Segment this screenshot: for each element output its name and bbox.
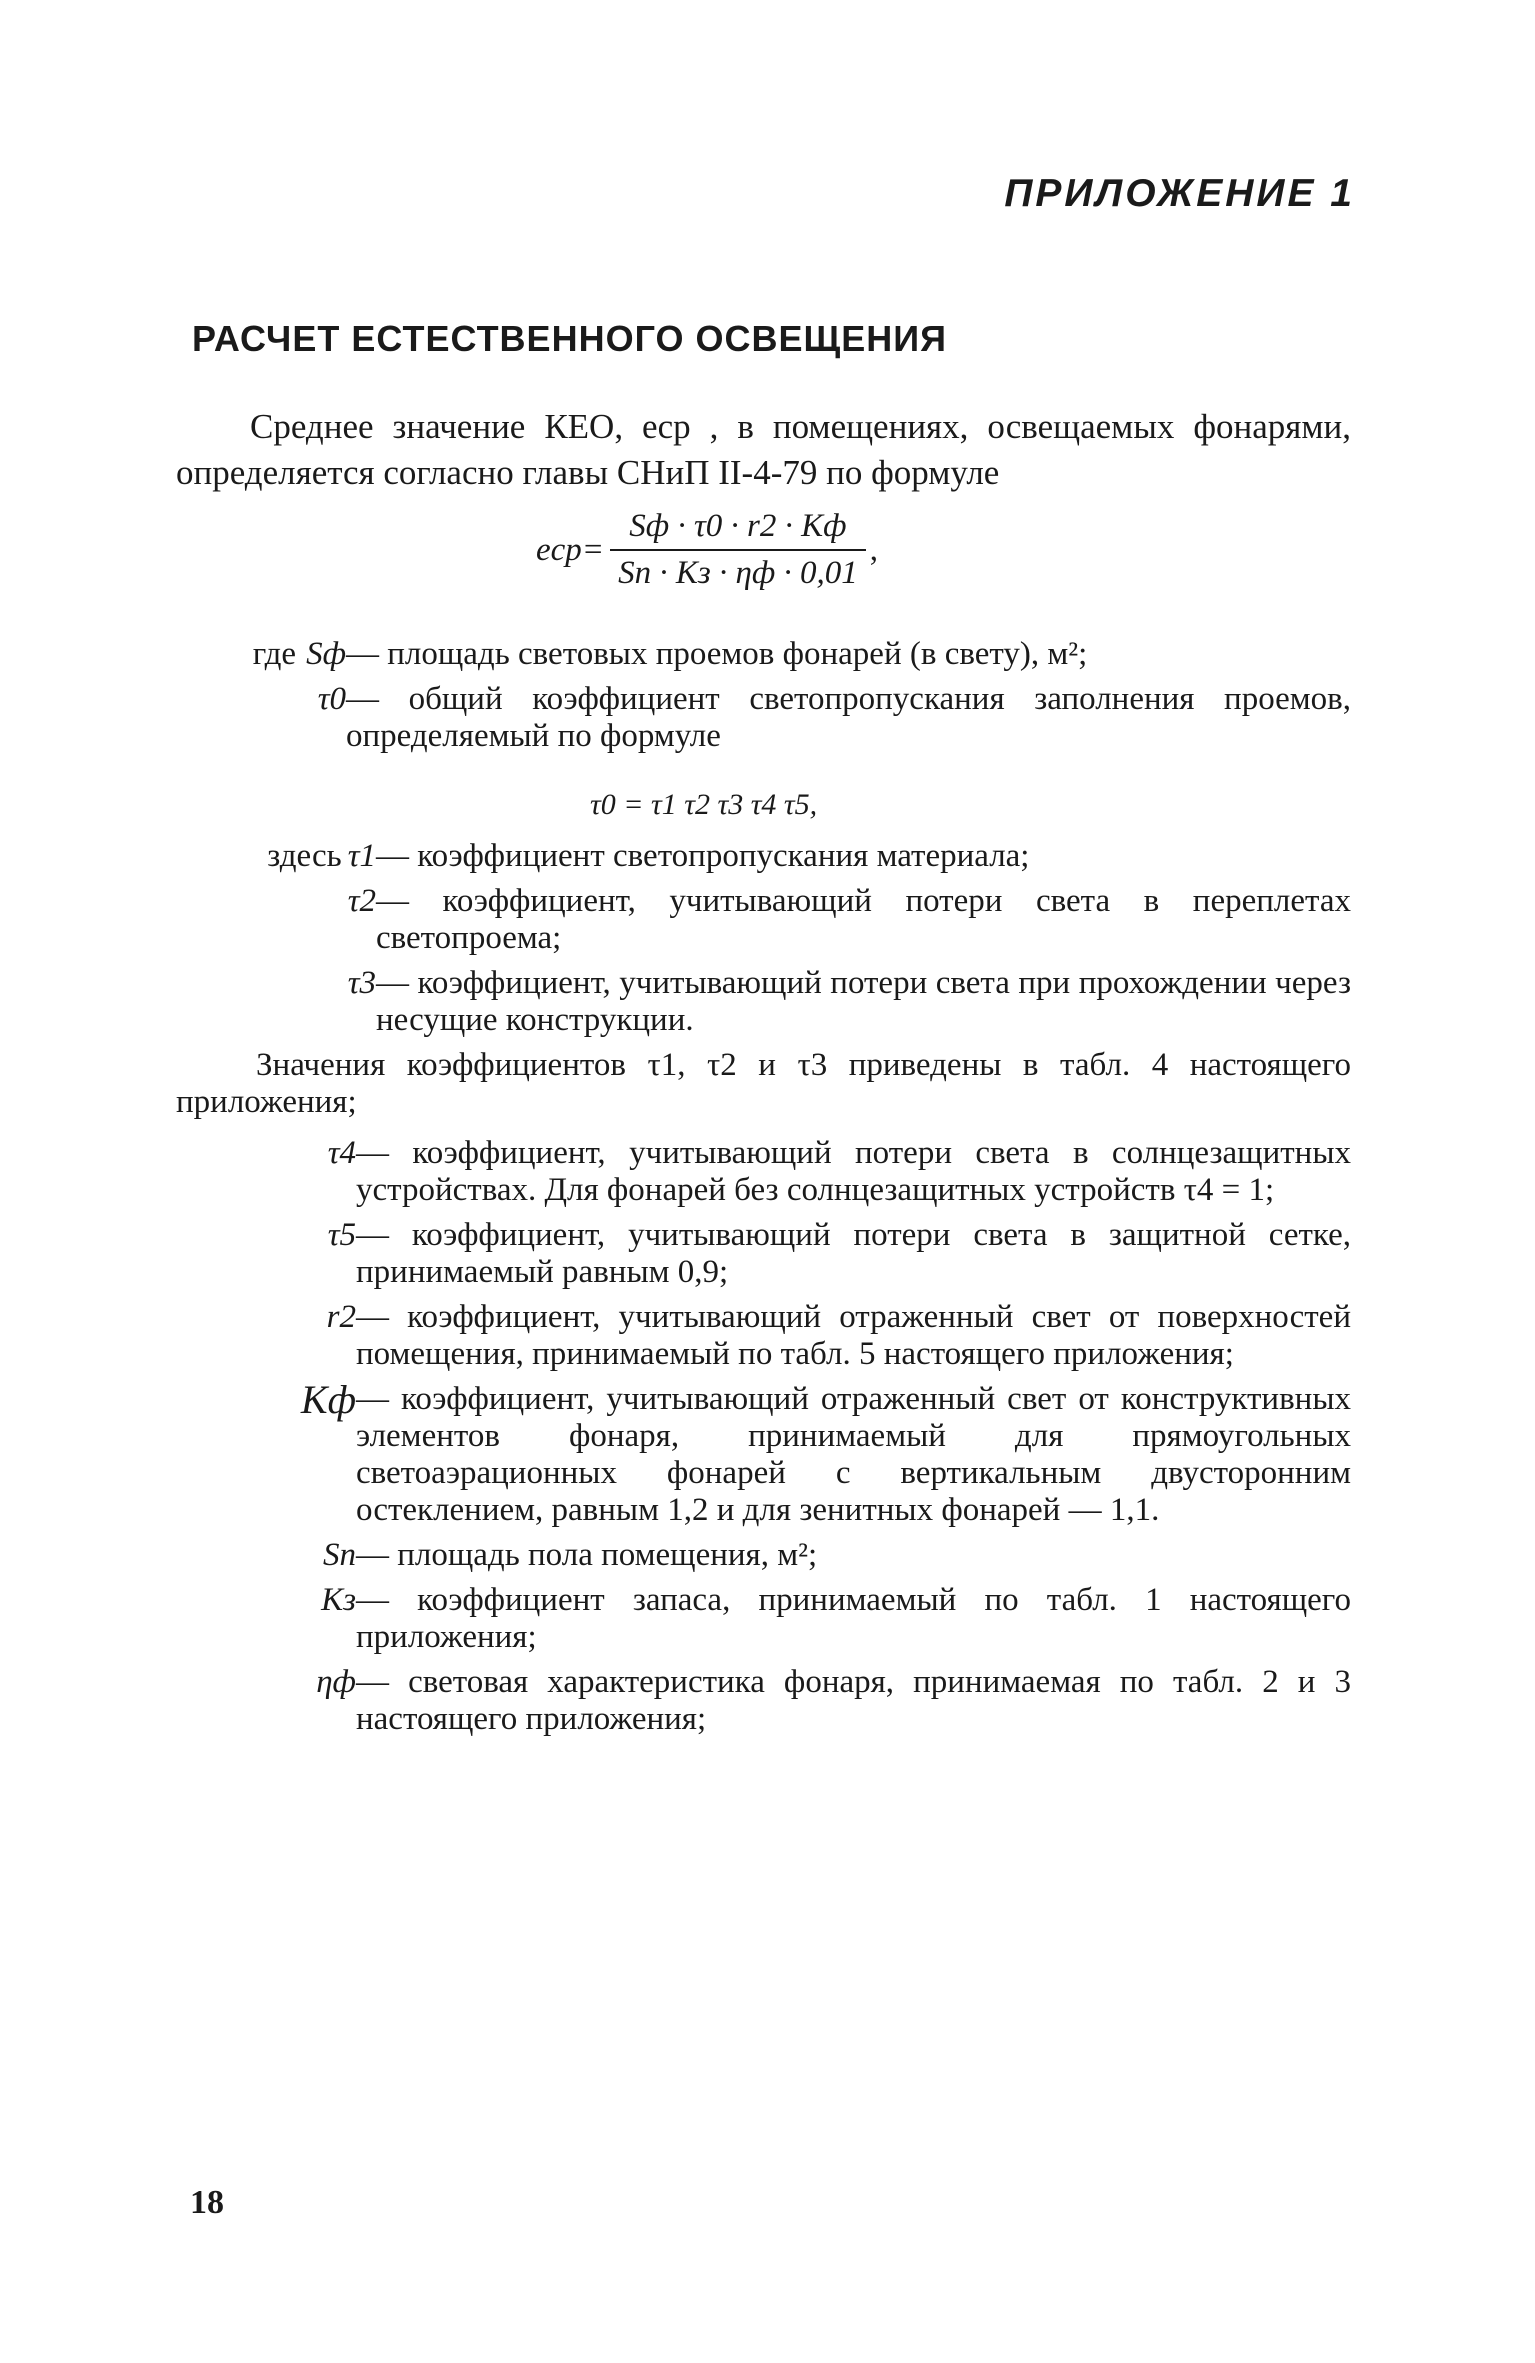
definition-symbol: r2 — [326, 1299, 356, 1335]
formula-lhs: eср= — [536, 531, 605, 568]
definition-item — [176, 1537, 1351, 1574]
definition-item — [176, 681, 1351, 755]
definition-text: — площадь пола помещения, м²; — [356, 1537, 818, 1573]
definition-symbol: Sп — [323, 1537, 356, 1573]
definition-symbol: ηф — [316, 1664, 356, 1700]
definition-symbol: τ2 — [347, 883, 376, 919]
keo-formula — [536, 508, 878, 592]
definition-symbol: τ5 — [327, 1217, 356, 1253]
intro-paragraph: Среднее значение КЕО, eср , в помещениях, освещаемых фонарями, определяется согласно главы СНиП II-4-79 по формуле — [176, 407, 1351, 492]
definition-item — [176, 1664, 1351, 1738]
formula-fraction — [610, 508, 866, 592]
definition-item — [176, 838, 1351, 875]
definition-text: — коэффициент, учитывающий потери света в переплетах светопроема; — [376, 883, 1351, 956]
appendix-label: ПРИЛОЖЕНИЕ 1 — [1004, 172, 1355, 215]
definition-symbol: Kф — [300, 1377, 356, 1422]
definition-symbol: τ4 — [327, 1135, 356, 1171]
definition-text: — площадь световых проемов фонарей (в свету), м²; — [346, 636, 1088, 672]
definition-text: — световая характеристика фонаря, принимаемая по табл. 2 и 3 настоящего приложения; — [356, 1664, 1351, 1737]
coefficients-note: Значения коэффициентов τ1, τ2 и τ3 приведены в табл. 4 настоящего приложения; — [176, 1047, 1351, 1120]
page-number: 18 — [190, 2184, 224, 2221]
definition-symbol: τ1 — [347, 838, 376, 874]
definition-item — [176, 1217, 1351, 1291]
definition-item — [176, 1582, 1351, 1656]
definitions-here — [176, 838, 1351, 1746]
tau-formula: τ0 = τ1 τ2 τ3 τ4 τ5, — [590, 788, 818, 821]
definition-text: — коэффициент, учитывающий потери света в защитной сетке, принимаемый равным 0,9; — [356, 1217, 1351, 1290]
definition-item — [176, 1135, 1351, 1209]
definition-text: — коэффициент светопропускания материала; — [376, 838, 1030, 874]
definition-symbol: Kз — [321, 1582, 356, 1618]
formula-numerator: Sф · τ0 · r2 · Kф — [629, 508, 847, 544]
definition-symbol: τ0 — [317, 681, 346, 717]
definition-text: — коэффициент, учитывающий потери света при прохождении через несущие конструкции. — [376, 965, 1351, 1038]
definition-item — [176, 1377, 1351, 1529]
formula-tail: , — [869, 531, 878, 568]
definition-item — [176, 1299, 1351, 1373]
definitions-where — [176, 636, 1351, 763]
where-word: где — [252, 636, 297, 672]
definition-text: — коэффициент, учитывающий потери света в солнцезащитных устройствах. Для фонарей без солнцезащитных устройств τ4 = 1; — [356, 1135, 1351, 1208]
definition-text: — коэффициент, учитывающий отраженный свет от поверхностей помещения, принимаемый по табл. 5 настоящего приложения; — [356, 1299, 1351, 1372]
definition-item — [176, 883, 1351, 957]
definition-text: — коэффициент, учитывающий отраженный свет от конструктивных элементов фонаря, принимаемый для прямоугольных светоаэрационных фонарей с вертикальным двусторонним остеклением, равным 1,2 и для зенитных фонарей — 1,1. — [356, 1381, 1351, 1528]
definition-text: — коэффициент запаса, принимаемый по табл. 1 настоящего приложения; — [356, 1582, 1351, 1655]
definition-item — [176, 636, 1351, 673]
definition-symbol: τ3 — [347, 965, 376, 1001]
formula-denominator: Sп · Kз · ηф · 0,01 — [610, 549, 866, 592]
definition-text: — общий коэффициент светопропускания заполнения проемов, определяемый по формуле — [346, 681, 1351, 754]
definition-symbol: Sф — [306, 636, 346, 672]
section-title: РАСЧЕТ ЕСТЕСТВЕННОГО ОСВЕЩЕНИЯ — [192, 318, 947, 359]
definition-item — [176, 965, 1351, 1039]
here-word: здесь — [267, 838, 342, 874]
